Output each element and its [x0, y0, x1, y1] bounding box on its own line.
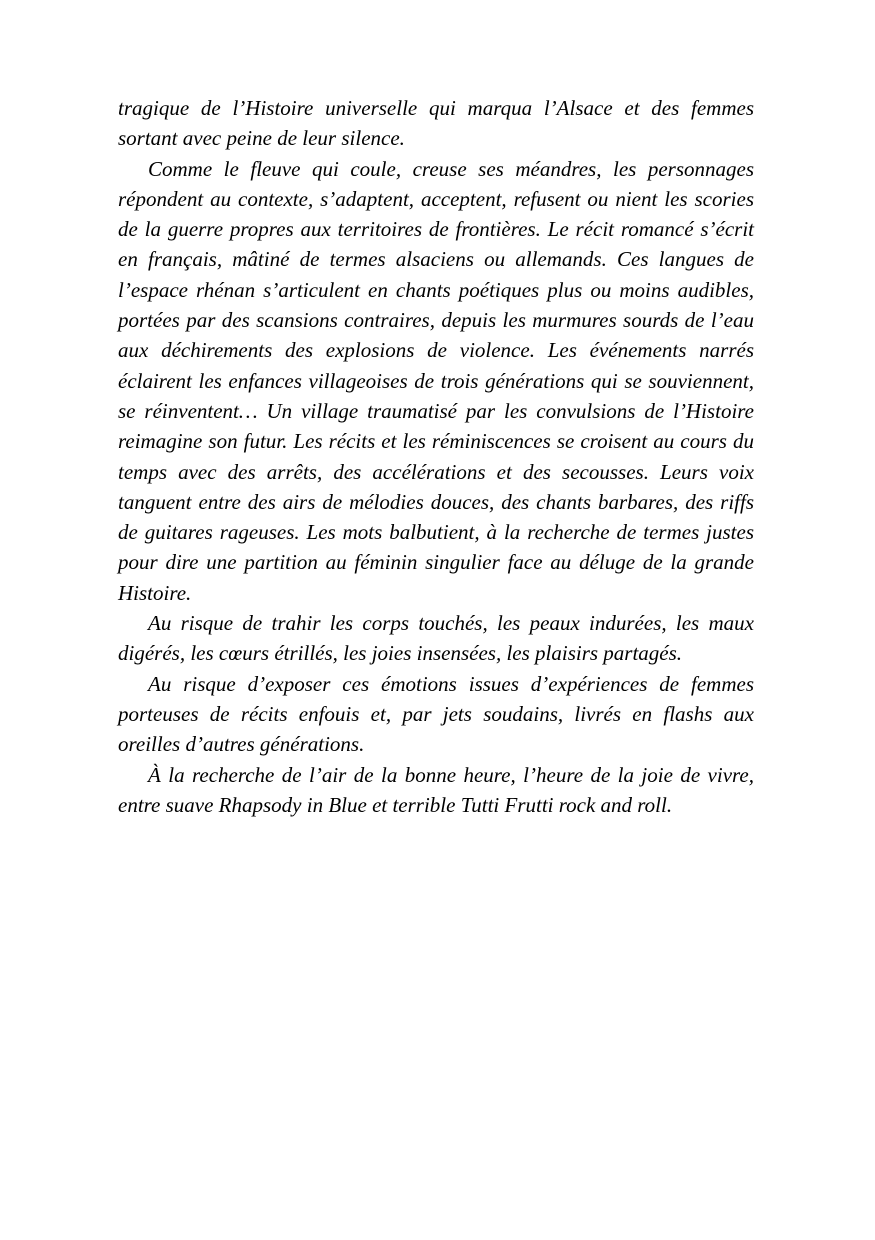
paragraph-continuation: tragique de l’Histoire universelle qui marqua l’Alsace et des femmes sortant avec peine de leur silence.: [118, 96, 754, 151]
paragraph-search-air: À la recherche de l’air de la bonne heure, l’heure de la joie de vivre, entre suave Rhapsody in Blue et terrible Tutti Frutti rock and roll.: [118, 762, 754, 817]
paragraph-risk-expose: Au risque d’exposer ces émotions issues d’expériences de femmes porteuses de récits enfouis et, par jets soudains, livrés en flashs aux oreilles d’autres générations.: [118, 671, 754, 757]
paragraph-river-metaphor: Comme le fleuve qui coule, creuse ses méandres, les personnages répondent au contexte, s’adaptent, acceptent, refusent ou nient les scories de la guerre propres aux territoires de frontières. Le récit romancé s’écrit en français, mâtiné de termes alsaciens ou allemands. Ces langues de l’espace rhénan s’articulent en chants poétiques plus ou moins audibles, portées par des scansions contraires, depuis les murmures sourds de l’eau aux déchirements des explosions de violence. Les événements narrés éclairent les enfances villageoises de trois générations qui se souviennent, se réinventent… Un village traumatisé par les convulsions de l’Histoire reimagine son futur. Les récits et les réminiscences se croisent au cours du temps avec des arrêts, des accélérations et des secousses. Leurs voix tanguent entre des airs de mélodies douces, des chants barbares, des riffs de guitares rageuses. Les mots balbutient, à la recherche de termes justes pour dire une partition au féminin singulier face au déluge de la grande Histoire.: [118, 156, 754, 605]
body-text: [118, 93, 754, 820]
paragraph-risk-betray: Au risque de trahir les corps touchés, les peaux indurées, les maux digérés, les cœurs étrillés, les joies insensées, les plaisirs partagés.: [118, 611, 754, 666]
